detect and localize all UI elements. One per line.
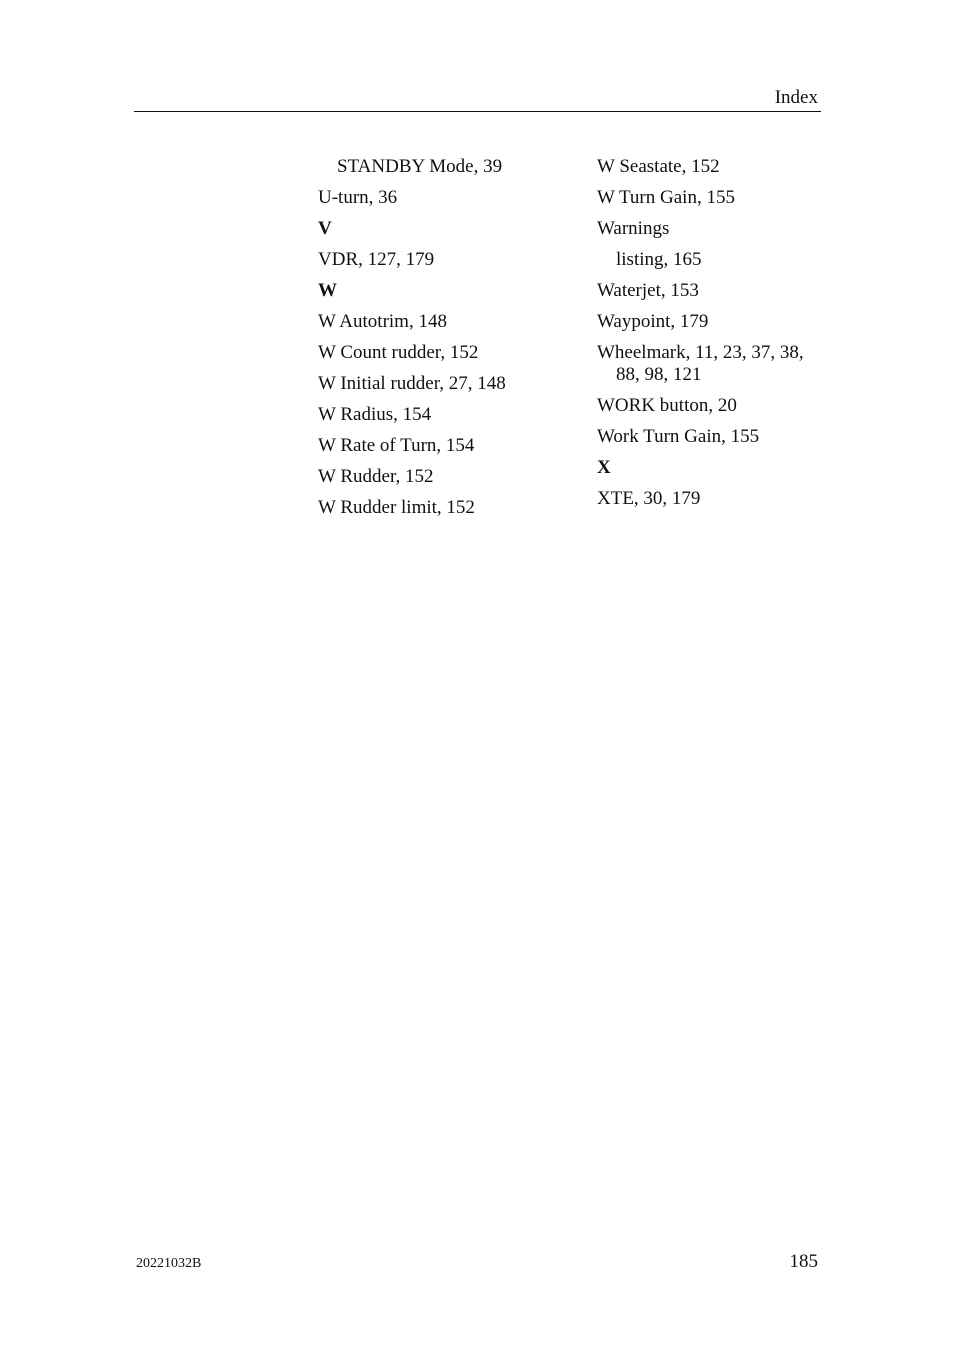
index-column-right: [597, 156, 827, 519]
index-entry: U-turn, 36: [318, 187, 398, 208]
running-header-title: Index: [774, 87, 818, 108]
index-letter-heading: W: [318, 280, 337, 301]
index-entry: Wheelmark, 11, 23, 37, 38, 88, 98, 121: [597, 342, 804, 385]
document-number: 20221032B: [136, 1256, 202, 1271]
index-entry: STANDBY Mode, 39: [337, 156, 503, 177]
index-letter-heading: X: [597, 457, 611, 478]
index-entry: W Rudder limit, 152: [318, 497, 475, 518]
page-number: 185: [789, 1251, 818, 1272]
index-entry: W Initial rudder, 27, 148: [318, 373, 506, 394]
index-entry: Waypoint, 179: [597, 311, 709, 332]
index-column-left: [318, 156, 578, 528]
index-entry: W Turn Gain, 155: [597, 187, 735, 208]
index-entry: WORK button, 20: [597, 395, 737, 416]
index-entry: W Count rudder, 152: [318, 342, 479, 363]
index-entry: W Rudder, 152: [318, 466, 434, 487]
index-entry: W Autotrim, 148: [318, 311, 447, 332]
index-entry: XTE, 30, 179: [597, 488, 701, 509]
index-entry: W Radius, 154: [318, 404, 432, 425]
index-entry: VDR, 127, 179: [318, 249, 435, 270]
index-entry: Warnings: [597, 218, 670, 239]
header-divider: [134, 111, 821, 112]
index-letter-heading: V: [318, 218, 332, 239]
index-entry: W Rate of Turn, 154: [318, 435, 475, 456]
index-entry: Work Turn Gain, 155: [597, 426, 760, 447]
index-entry: W Seastate, 152: [597, 156, 720, 177]
index-entry: Waterjet, 153: [597, 280, 699, 301]
index-subentry: listing, 165: [616, 249, 702, 270]
